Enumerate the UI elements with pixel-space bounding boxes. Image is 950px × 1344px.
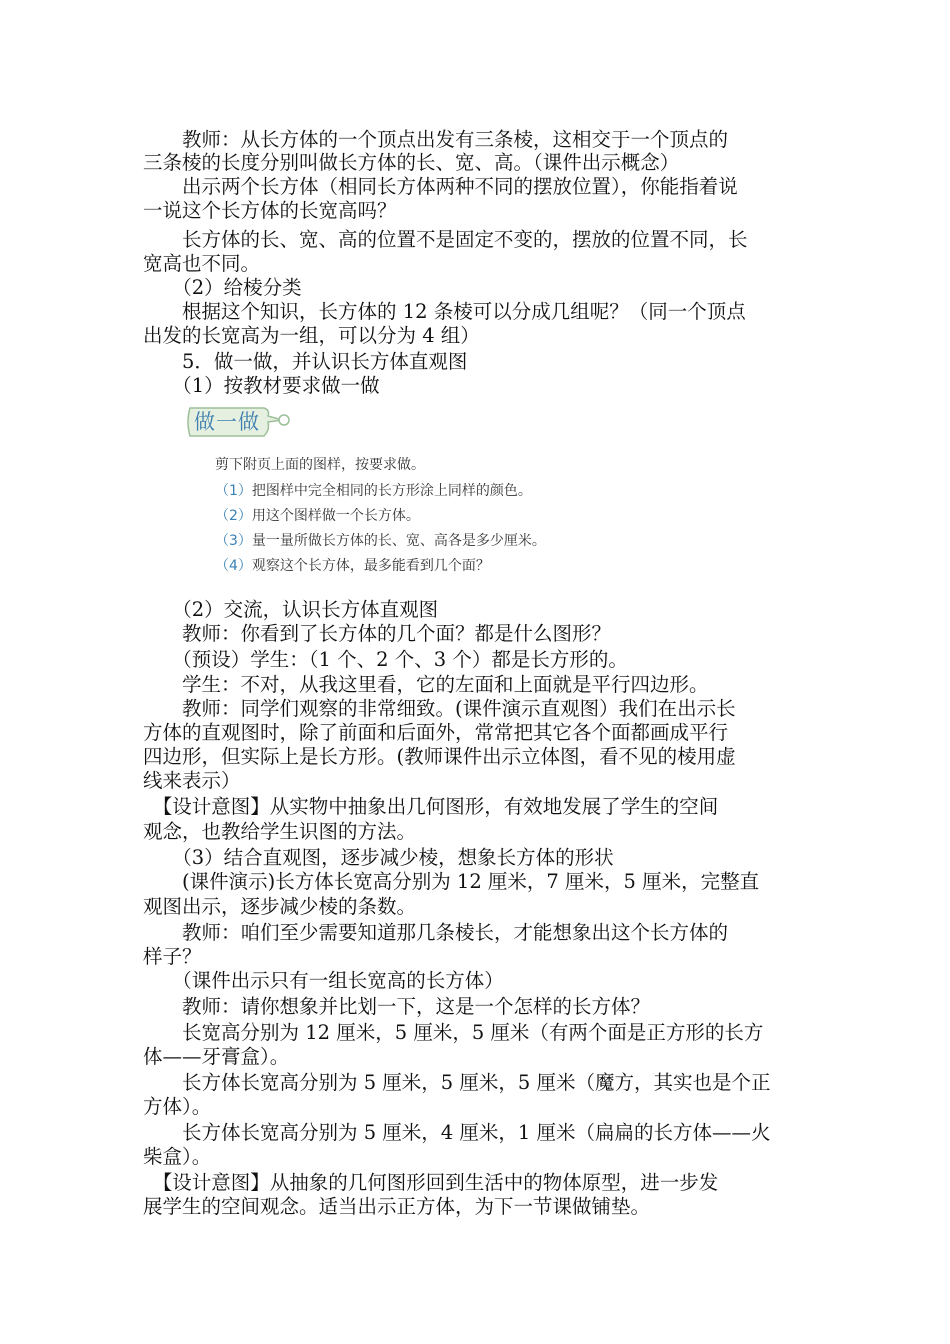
- text-line: 四边形，但实际上是长方形。(教师课件出示立体图，看不见的棱用虚: [143, 745, 736, 768]
- textbook-task: [215, 530, 546, 550]
- text-line: 长方体长宽高分别为 5 厘米，5 厘米，5 厘米（魔方，其实也是个正: [143, 1071, 771, 1094]
- text-line: 方体）。: [143, 1095, 212, 1118]
- text-line: 观念，也教给学生识图的方法。: [143, 820, 417, 843]
- text-line: 出发的长宽高为一组，可以分为 4 组）: [143, 324, 480, 347]
- textbook-intro: 剪下附页上面的图样，按要求做。: [215, 457, 425, 473]
- text-line: 线来表示）: [143, 769, 241, 792]
- textbook-excerpt: [182, 400, 612, 590]
- task-text: 观察这个长方体，最多能看到几个面？: [251, 558, 490, 574]
- do-it-label: 做一做: [194, 410, 260, 434]
- textbook-task: [215, 505, 420, 525]
- text-line: 教师：咱们至少需要知道那几条棱长，才能想象出这个长方体的: [143, 921, 729, 944]
- text-line: 出示两个长方体（相同长方体两种不同的摆放位置），你能指着说: [143, 175, 738, 198]
- text-line: 展学生的空间观念。适当出示正方体，为下一节课做铺垫。: [143, 1195, 651, 1218]
- text-line: 长方体的长、宽、高的位置不是固定不变的，摆放的位置不同，长: [143, 228, 748, 251]
- text-line: 【设计意图】从实物中抽象出几何图形，有效地发展了学生的空间: [143, 795, 719, 818]
- text-line: 5．做一做，并认识长方体直观图: [143, 350, 468, 373]
- text-line: 体——牙膏盒）。: [143, 1045, 290, 1068]
- text-line: (课件演示)长方体长宽高分别为 12 厘米，7 厘米，5 厘米，完整直: [143, 870, 760, 893]
- task-text: 把图样中完全相同的长方形涂上同样的颜色。: [251, 483, 532, 499]
- task-text: 用这个图样做一个长方体。: [251, 508, 420, 524]
- textbook-task: [215, 555, 490, 575]
- text-line: 教师：你看到了长方体的几个面？都是什么图形？: [143, 622, 612, 645]
- text-line: 教师：请你想象并比划一下，这是一个怎样的长方体？: [143, 995, 651, 1018]
- task-number: （1）: [215, 483, 252, 499]
- task-number: （4）: [215, 558, 252, 574]
- text-line: （2）给棱分类: [143, 276, 302, 299]
- text-line: 教师：从长方体的一个顶点出发有三条棱，这相交于一个顶点的: [143, 128, 729, 151]
- text-line: （课件出示只有一组长宽高的长方体）: [143, 969, 504, 992]
- text-line: 学生：不对，从我这里看，它的左面和上面就是平行四边形。: [143, 673, 709, 696]
- task-number: （2）: [215, 508, 252, 524]
- text-line: 一说这个长方体的长宽高吗？: [143, 199, 397, 222]
- text-line: （预设）学生：（1 个、2 个、3 个）都是长方形的。: [143, 648, 628, 671]
- text-line: 【设计意图】从抽象的几何图形回到生活中的物体原型，进一步发: [143, 1171, 719, 1194]
- task-number: （3）: [215, 533, 252, 549]
- text-line: （3）结合直观图，逐步减少棱，想象长方体的形状: [143, 846, 614, 869]
- do-it-badge: [184, 402, 274, 440]
- text-line: 样子？: [143, 945, 202, 968]
- text-line: 教师：同学们观察的非常细致。(课件演示直观图）我们在出示长: [143, 697, 736, 720]
- text-line: （1）按教材要求做一做: [143, 374, 380, 397]
- text-line: 三条棱的长度分别叫做长方体的长、宽、高。（课件出示概念）: [143, 151, 680, 174]
- text-line: 宽高也不同。: [143, 252, 261, 275]
- task-text: 量一量所做长方体的长、宽、高各是多少厘米。: [251, 533, 546, 549]
- textbook-task: [215, 480, 532, 500]
- text-line: （2）交流，认识长方体直观图: [143, 598, 439, 621]
- text-line: 长宽高分别为 12 厘米，5 厘米，5 厘米（有两个面是正方形的长方: [143, 1021, 764, 1044]
- text-line: 长方体长宽高分别为 5 厘米，4 厘米，1 厘米（扁扁的长方体——火: [143, 1121, 771, 1144]
- text-line: 方体的直观图时，除了前面和后面外，常常把其它各个面都画成平行: [143, 721, 729, 744]
- text-line: 观图出示，逐步减少棱的条数。: [143, 895, 417, 918]
- text-line: 根据这个知识，长方体的 12 条棱可以分成几组呢？（同一个顶点: [143, 300, 746, 323]
- text-line: 柴盒）。: [143, 1145, 212, 1168]
